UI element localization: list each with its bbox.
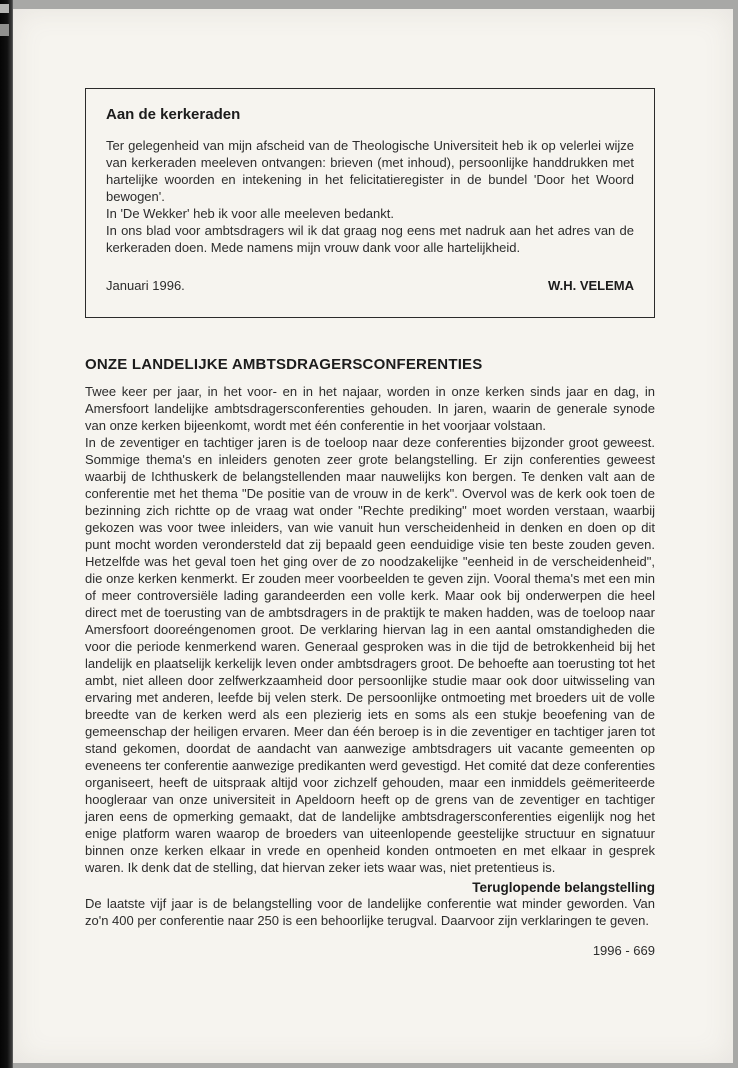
notice-title: Aan de kerkeraden <box>106 106 241 123</box>
notice-date: Januari 1996. <box>106 278 185 293</box>
notice-paragraph: In 'De Wekker' heb ik voor alle meeleven bedankt. <box>106 206 394 221</box>
notice-paragraph: Ter gelegenheid van mijn afscheid van de Theologische Universiteit heb ik op velerlei wijze van kerkeraden meeleven ontvangen: brieven (met inhoud), persoonlijke handdrukken met hartelijke woorden en intekening in het felicitatieregister in de bundel 'Door het Woord bewogen'. <box>106 138 634 204</box>
page <box>13 9 733 1063</box>
notice-signature: W.H. VELEMA <box>548 278 634 293</box>
book-spine-edge <box>0 0 13 1068</box>
article-heading: ONZE LANDELIJKE AMBTSDRAGERSCONFERENTIES <box>85 356 483 373</box>
page-number: 1996 - 669 <box>592 943 655 958</box>
article <box>85 356 655 929</box>
notice-paragraph: In ons blad voor ambtsdragers wil ik dat graag nog eens met nadruk aan het adres van de kerkeraden doen. Mede namens mijn vrouw dank voor alle hartelijkheid. <box>106 223 634 255</box>
article-closing-paragraph: De laatste vijf jaar is de belangstelling voor de landelijke conferentie wat minder geworden. Van zo'n 400 per conferentie naar 250 is een behoorlijke terugval. Daarvoor zijn verklaringen te geven. <box>85 896 655 928</box>
spine-highlight <box>0 24 9 36</box>
page-content <box>13 88 733 958</box>
spine-highlight <box>0 4 9 13</box>
signature-row <box>106 278 634 293</box>
notice-box <box>85 88 655 318</box>
article-subheading: Teruglopende belangstelling <box>472 880 655 895</box>
article-paragraph: In de zeventiger en tachtiger jaren is de toeloop naar deze conferenties bijzonder groot geweest. Sommige thema's en inleiders genoten zeer grote belangstelling. Er zijn conferenties geweest waarbij de Ichthuskerk de belangstellenden maar nauwelijks kon bergen. Te denken valt aan de conferentie met het thema "De positie van de vrouw in de kerk". Overvol was de kerk ook toen de bezinning zich richtte op de vraag wat onder "Rechte prediking" moet worden verstaan, waarbij gekozen was voor twee inleiders, van wie vanuit hun verscheidenheid in denken en doen op dit punt mocht worden verondersteld dat zij bepaald geen eenduidige visie ten beste zouden geven. Hetzelfde was het geval toen het ging over de zo noodzakelijke "eenheid in de verscheidenheid", die onze kerken kenmerkt. Er zouden meer voorbeelden te geven zijn. Vooral thema's met een min of meer controversiële lading garandeerden een volle kerk. Maar ook bij onderwerpen die heel direct met de toerusting van de ambtsdragers in de praktijk te maken hadden, was de toeloop naar Amersfoort dooreéngenomen groot. De verklaring hiervan lag in een aantal omstandigheden die voor die periode kenmerkend waren. Generaal gesproken was in die tijd de betrokkenheid bij het landelijk en plaatselijk kerkelijk leven onder ambtsdragers groot. De behoefte aan toerusting tot het ambt, niet alleen door zelfwerkzaamheid door persoonlijke studie maar ook door uitwisseling van ervaring met anderen, leefde bij velen sterk. De persoonlijke ontmoeting met broeders uit de volle breedte van de kerken werd als een plezierig iets en soms als een stukje beoefening van de gemeenschap der heiligen ervaren. Meer dan één beroep is in die zeventiger en tachtiger jaren tot stand gekomen, doordat de aandacht van aanwezige ambtsdragers uit vacante gemeenten op eveneens ter conferentie aanwezige predikanten werd gevestigd. Het comité dat deze conferenties organiseert, heeft de uitspraak altijd voor zichzelf gehouden, maar een inmiddels geëmeriteerde hoogleraar van onze universiteit in Apeldoorn heeft op de grens van de zeventiger en tachtiger jaren eens de opmerking gemaakt, dat de landelijke ambtsdragersconferenties eigenlijk nog het enige platform waren waarop de broeders van uiteenlopende geestelijke structuur en signatuur binnen onze kerken elkaar in vrede en openheid konden ontmoeten en met elkaar in gesprek waren. Ik denk dat de stelling, dat hiervan zeker iets waar was, niet pretentieus is. <box>85 435 655 875</box>
article-paragraph: Twee keer per jaar, in het voor- en in het najaar, worden in onze kerken sinds jaar en dag, in Amersfoort landelijke ambtsdragersconferenties gehouden. In jaren, waarin de generale synode van onze kerken bijeenkomt, wordt met één conferentie in het voorjaar volstaan. <box>85 384 655 433</box>
